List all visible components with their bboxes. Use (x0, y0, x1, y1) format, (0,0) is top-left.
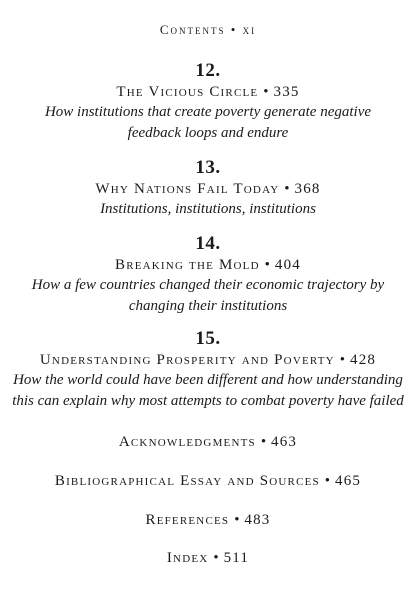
entry-page-number: 511 (223, 550, 250, 566)
chapter-subtitle (0, 102, 416, 144)
toc-entry-acknowledgments[interactable] (0, 432, 416, 452)
chapter-title (0, 82, 416, 102)
entry-page-number: 463 (271, 434, 298, 450)
chapter-title (0, 255, 416, 275)
chapter-title (0, 350, 416, 370)
toc-entry-references[interactable] (0, 510, 416, 530)
chapter-title-text: Breaking the Mold (114, 257, 260, 273)
chapter-page-number: 368 (294, 181, 321, 197)
chapter-subtitle-line: How institutions that create poverty generate negative (44, 104, 372, 120)
chapter-page-number: 428 (350, 352, 377, 368)
entry-title: Index (166, 550, 209, 566)
separator-bullet: • (264, 257, 270, 273)
entry-page-number: 483 (244, 512, 271, 528)
chapter-title-text: Understanding Prosperity and Poverty (39, 352, 335, 368)
entry-page-number: 465 (335, 473, 362, 489)
separator-bullet: • (234, 512, 240, 528)
chapter-page-number: 335 (273, 84, 300, 100)
chapter-subtitle-line: feedback loops and endure (127, 125, 289, 141)
separator-bullet: • (263, 84, 269, 100)
chapter-title (0, 179, 416, 199)
chapter-subtitle (0, 370, 416, 412)
chapter-title-text: The Vicious Circle (116, 84, 259, 100)
chapter-number: 14. (195, 233, 221, 254)
chapter-subtitle-line: Institutions, institutions, institutions (100, 201, 316, 217)
toc-entry-bibliographical-essay[interactable] (0, 471, 416, 491)
separator-bullet: • (260, 434, 267, 450)
chapter-number: 15. (195, 328, 221, 349)
toc-chapter-14[interactable] (0, 233, 416, 317)
entry-title: References (145, 512, 230, 528)
chapter-subtitle (0, 275, 416, 317)
chapter-subtitle-line: How a few countries changed their economic trajectory by (31, 277, 385, 293)
chapter-title-text: Why Nations Fail Today (95, 181, 280, 197)
entry-title: Bibliographical Essay and Sources (54, 473, 320, 489)
chapter-subtitle (0, 199, 416, 220)
toc-chapter-12[interactable] (0, 60, 416, 144)
running-head: Contents • xi (159, 22, 257, 37)
chapter-subtitle-line: How the world could have been different and how understanding (13, 372, 403, 388)
chapter-subtitle-line: changing their institutions (128, 298, 288, 314)
toc-chapter-15[interactable] (0, 328, 416, 412)
separator-bullet: • (339, 352, 346, 368)
separator-bullet: • (213, 550, 219, 566)
chapter-number: 12. (195, 60, 221, 81)
chapter-page-number: 404 (274, 257, 301, 273)
chapter-number: 13. (195, 157, 221, 178)
entry-title: Acknowledgments (118, 434, 256, 450)
separator-bullet: • (284, 181, 290, 197)
separator-bullet: • (324, 473, 331, 489)
chapter-subtitle-line: this can explain why most attempts to combat poverty have failed (12, 393, 404, 409)
toc-entry-index[interactable] (0, 548, 416, 568)
toc-chapter-13[interactable] (0, 157, 416, 220)
